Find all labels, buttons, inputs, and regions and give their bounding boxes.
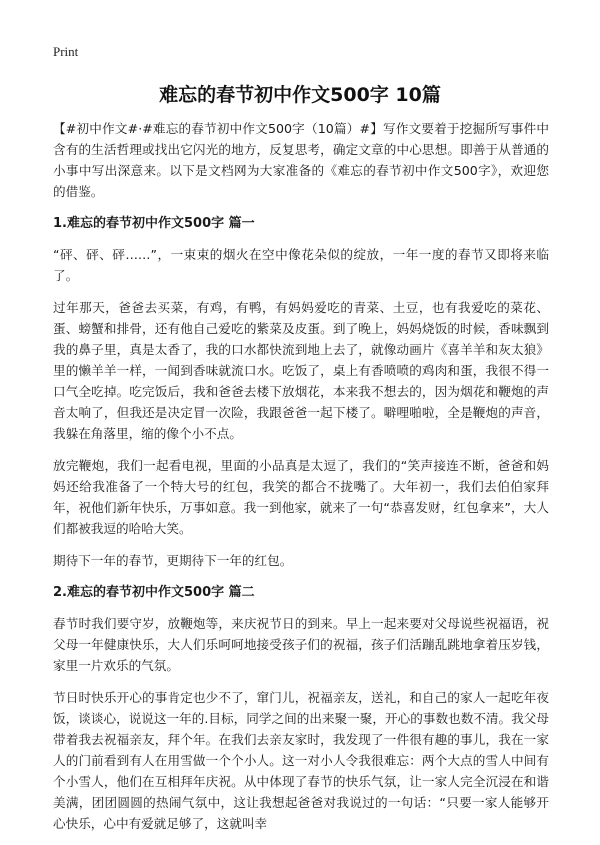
document-body: [53, 118, 549, 845]
print-label: Print: [53, 44, 79, 59]
document-title: 难忘的春节初中作文500字 10篇: [159, 84, 441, 106]
paragraph: 期待下一年的春节，更期待下一年的红包。: [53, 553, 293, 568]
paragraph: 春节时我们要守岁，放鞭炮等，来庆祝节日的到来。早上一起来要对父母说些祝福语，祝父母一年健康快乐，大人们乐呵呵地接受孩子们的祝福，孩子们活蹦乱跳地拿着压岁钱，家里一片欢乐的气氛。: [53, 616, 549, 673]
paragraph: 过年那天，爸爸去买菜，有鸡，有鸭，有妈妈爱吃的青菜、土豆，也有我爱吃的菜花、蛋、螃蟹和排骨，还有他自己爱吃的紫菜及皮蛋。到了晚上，妈妈烧饭的时候，香味飘到我的鼻子里，真是太香了，我的口水都快流到地上去了，就像动画片《喜羊羊和灰太狼》里的懒羊羊一样，一闻到香味就流口水。吃饭了，桌上有香喷喷的鸡肉和蛋，我很不得一口气全吃掉。吃完饭后，我和爸爸去楼下放烟花，本来我不想去的，因为烟花和鞭炮的声音太响了，但我还是决定冒一次险，我跟爸爸一起下楼了。噼哩啪啦，全是鞭炮的声音，我躲在角落里，缩的像个小不点。: [53, 300, 549, 441]
intro-paragraph: 【#初中作文#·#难忘的春节初中作文500字（10篇）#】写作文要着于挖掘所写事件中含有的生活哲理或找出它闪光的地方，反复思考，确定文章的中心思想。即善于从普通的小事中写出深意来。以下是文档网为大家准备的《难忘的春节初中作文500字》，欢迎您的借鉴。: [53, 121, 549, 199]
paragraph: 放完鞭炮，我们一起看电视，里面的小品真是太逗了，我们的“笑声接连不断，爸爸和妈妈还给我准备了一个特大号的红包，我笑的都合不拢嘴了。大年初一，我们去伯伯家拜年，祝他们新年快乐，万事如意。我一到他家，就来了一句“恭喜发财，红包拿来”，大人们都被我逗的哈哈大笑。: [53, 458, 549, 536]
paragraph: 节日时快乐开心的事肯定也少不了，窜门儿，祝福亲友，送礼，和自己的家人一起吃年夜饭，谈谈心，说说这一年的.目标，同学之间的出来聚一聚，开心的事数也数不清。我父母带着我去祝福亲友，拜个年。在我们去亲友家时，我发现了一件很有趣的事儿，我在一家人的门前看到有人在用雪做一个个小人。这一对小人令我很难忘：两个大点的雪人中间有个小雪人，他们在互相拜年庆祝。从中体现了春节的快乐气氛，让一家人完全沉浸在和谐美满，团团圆圆的热闹气氛中，这让我想起爸爸对我说过的一句话：“只要一家人能够开心快乐，心中有爱就足够了，这就叫幸: [53, 690, 549, 831]
section-heading: 2.难忘的春节初中作文500字 篇二: [53, 585, 255, 600]
section-heading: 1.难忘的春节初中作文500字 篇一: [53, 216, 255, 231]
paragraph: “砰、砰、砰……”，一束束的烟火在空中像花朵似的绽放，一年一度的春节又即将来临了。: [53, 247, 549, 283]
